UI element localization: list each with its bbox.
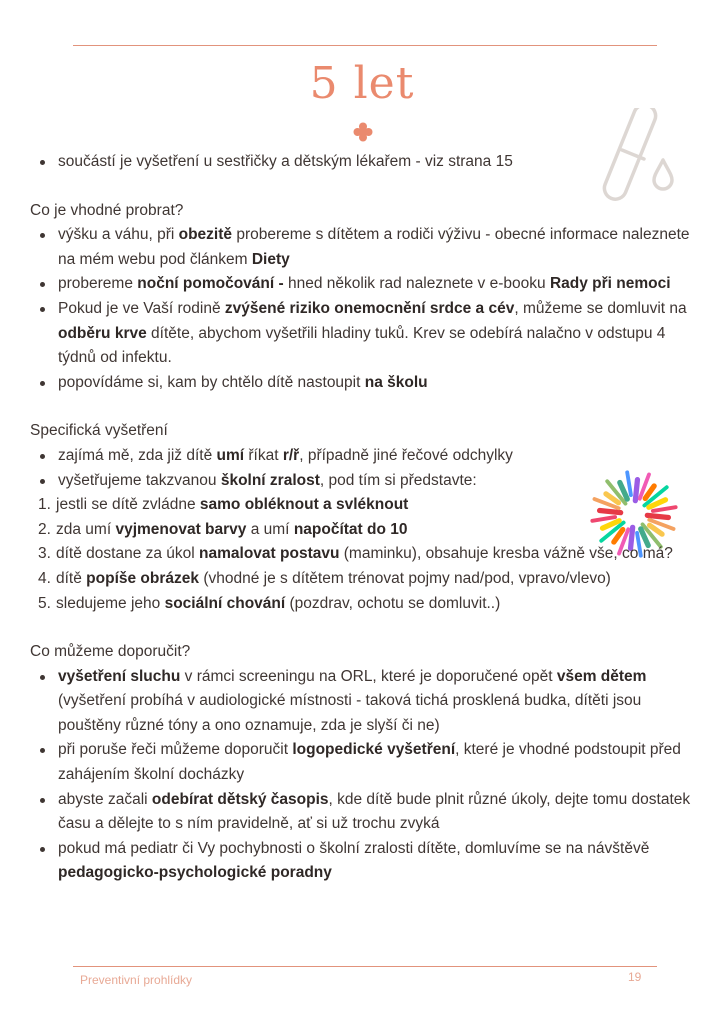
text-run: , můžeme se domluvit na bbox=[514, 299, 687, 317]
text-run: , které je vhodné podstoupit před zahájením školní docházky bbox=[58, 741, 681, 784]
numbered-item bbox=[30, 567, 700, 592]
bold-text: samo obléknout a svléknout bbox=[199, 496, 409, 514]
item-number: 2. bbox=[38, 520, 51, 538]
bold-text: zvýšené riziko onemocnění srdce a cév bbox=[224, 299, 515, 317]
text-run: v rámci screeningu na ORL, které je doporučené opět bbox=[180, 667, 557, 685]
text-run: probereme s dítětem a rodiči výživu - obecné informace naleznete na mém webu pod článkem bbox=[58, 226, 690, 268]
list-item bbox=[30, 738, 700, 787]
section-spacer bbox=[30, 175, 700, 199]
bold-text: sociální chování bbox=[164, 594, 286, 612]
text-run: (pozdrav, ochotu se domluvit..) bbox=[285, 594, 501, 612]
text-run: při poruše řeči můžeme doporučit bbox=[58, 741, 293, 759]
bullet-list bbox=[30, 223, 700, 395]
top-divider bbox=[73, 45, 657, 46]
list-item bbox=[30, 788, 700, 837]
text-run: říkat bbox=[244, 446, 283, 464]
bold-text: všem dětem bbox=[556, 667, 647, 685]
bullet-list bbox=[30, 444, 700, 493]
page-number: 19 bbox=[628, 970, 642, 984]
text-run: dítě bbox=[56, 569, 87, 587]
text-run: jestli se dítě zvládne bbox=[56, 496, 200, 514]
text-run: popovídáme si, kam by chtělo dítě nastoupit bbox=[58, 373, 365, 391]
text-run: sledujeme jeho bbox=[56, 594, 165, 612]
list-item bbox=[30, 837, 700, 886]
text-run: (vyšetření probíhá v audiologické místnosti - taková tichá prosklená budka, dítěti jsou pouštěny různé tóny a ono oznamuje, zda je slyší či ne) bbox=[58, 692, 642, 734]
flower-ornament-icon bbox=[353, 122, 373, 142]
list-item bbox=[30, 272, 700, 297]
list-item bbox=[30, 297, 700, 371]
bold-text: napočítat do 10 bbox=[293, 520, 408, 538]
text-run: zajímá mě, zda již dítě bbox=[58, 446, 217, 464]
text-run: probereme bbox=[58, 275, 138, 293]
numbered-item bbox=[30, 542, 700, 567]
bullet-list bbox=[30, 665, 700, 886]
bold-text: umí bbox=[216, 446, 245, 464]
text-run: pokud má pediatr či Vy pochybnosti o školní zralosti dítěte, domluvíme se na návštěvě bbox=[58, 839, 650, 857]
bold-text: popíše obrázek bbox=[86, 569, 200, 587]
text-run: dítěte, abychom vyšetřili hladiny tuků. Krev se odebírá nalačno v odstupu 4 týdnů od infektu. bbox=[58, 324, 666, 367]
text-run: hned několik rad naleznete v e-booku bbox=[283, 275, 550, 293]
page-content bbox=[30, 150, 700, 886]
text-run: , případně jiné řečové odchylky bbox=[299, 446, 513, 464]
item-number: 4. bbox=[38, 569, 51, 587]
text-run: , kde dítě bude plnit různé úkoly, dejte tomu dostatek času a dělejte to s ním pravidelně, ať si už trochu zvyká bbox=[58, 790, 691, 833]
bold-text: Rady při nemoci bbox=[549, 275, 671, 293]
bold-text: školní zralost bbox=[220, 471, 320, 489]
bold-text: odběru krve bbox=[58, 324, 147, 342]
text-run: (vhodné je s dítětem trénovat pojmy nad/pod, vpravo/vlevo) bbox=[199, 569, 611, 587]
list-item bbox=[30, 469, 700, 494]
section-heading: Specifická vyšetření bbox=[30, 422, 168, 440]
item-number: 3. bbox=[38, 545, 51, 563]
section-heading: Co můžeme doporučit? bbox=[30, 643, 191, 661]
bold-text: odebírat dětský časopis bbox=[151, 790, 329, 808]
bold-text: Diety bbox=[251, 250, 290, 268]
numbered-item bbox=[30, 493, 700, 518]
section-spacer bbox=[30, 395, 700, 419]
bold-text: pedagogicko-psychologické poradny bbox=[58, 864, 332, 882]
bold-text: obezitě bbox=[178, 226, 233, 244]
section-spacer bbox=[30, 616, 700, 640]
bold-text: noční pomočování - bbox=[137, 275, 284, 293]
list-item bbox=[30, 223, 700, 272]
text-run: vyšetřujeme takzvanou bbox=[58, 471, 221, 489]
bottom-divider bbox=[73, 966, 657, 967]
footer-title: Preventivní prohlídky bbox=[80, 973, 193, 987]
text-run: dítě dostane za úkol bbox=[56, 545, 200, 563]
section-heading: Co je vhodné probrat? bbox=[30, 201, 184, 219]
bold-text: namalovat postavu bbox=[199, 545, 340, 563]
text-run: a umí bbox=[246, 520, 294, 538]
text-run: výšku a váhu, při bbox=[58, 226, 179, 244]
item-number: 1. bbox=[38, 496, 51, 514]
item-number: 5. bbox=[38, 594, 51, 612]
bold-text: na školu bbox=[364, 373, 428, 391]
bold-text: r/ř bbox=[282, 446, 300, 464]
page-title: 5 let bbox=[309, 58, 415, 109]
bold-text: vyjmenovat barvy bbox=[115, 520, 247, 538]
list-item bbox=[30, 444, 700, 469]
bold-text: logopedické vyšetření bbox=[292, 741, 456, 759]
list-item bbox=[30, 371, 700, 396]
bold-text: vyšetření sluchu bbox=[58, 667, 181, 685]
numbered-list bbox=[30, 493, 700, 616]
numbered-item bbox=[30, 592, 700, 617]
text-run: , pod tím si představte: bbox=[319, 471, 477, 489]
text-run: abyste začali bbox=[58, 790, 152, 808]
intro-list bbox=[30, 150, 700, 175]
text-run: součástí je vyšetření u sestřičky a dětským lékařem - viz strana 15 bbox=[58, 153, 513, 170]
numbered-item bbox=[30, 518, 700, 543]
list-item bbox=[30, 665, 700, 739]
text-run: (maminku), obsahuje kresba vážně vše, co má? bbox=[339, 545, 673, 563]
text-run: zda umí bbox=[56, 520, 116, 538]
text-run: Pokud je ve Vaší rodině bbox=[58, 299, 225, 317]
list-item bbox=[30, 150, 700, 175]
